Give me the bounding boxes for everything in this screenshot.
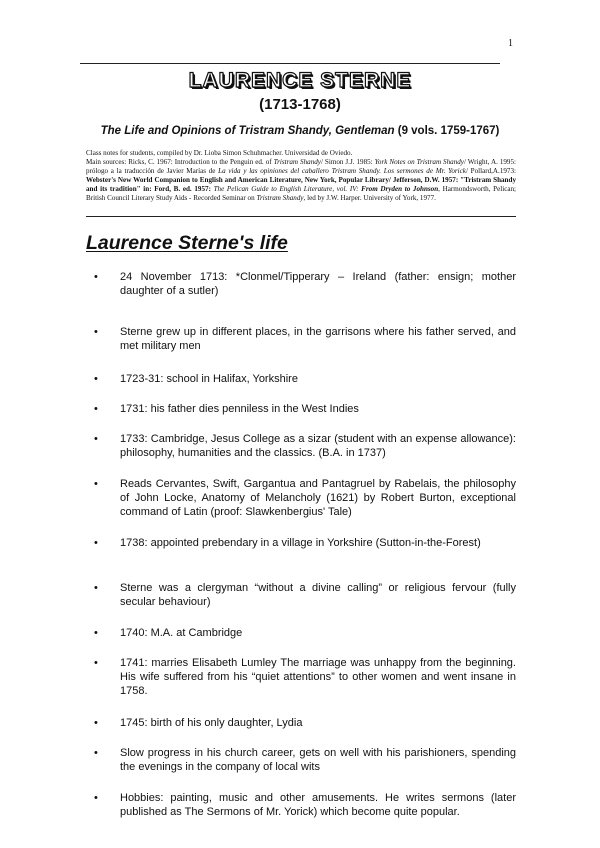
list-item	[96, 372, 516, 386]
notes-harmondsworth: , Harmondsworth, Pelican; British Council Literary Study Aids - Recorded Seminar on	[86, 185, 517, 203]
work-details: (9 vols. 1759-1767)	[394, 125, 500, 137]
list-item-text: Reads Cervantes, Swift, Gargantua and Pantagruel by Rabelais, the philosophy of John Locke, Anatomy of Melancholy (1621) by Robert Burton, exceptional command of Latin (proof: Slawkenbergius' Tale)	[120, 478, 516, 518]
notes-pelican-vol: From Dryden to Johnson	[361, 185, 439, 194]
list-item	[96, 432, 516, 460]
notes-harper: , led by J.W. Harper. University of York, 1977.	[303, 194, 436, 203]
list-item-text: 1741: marries Elisabeth Lumley The marriage was unhappy from the beginning. His wife suffered from his “quiet attentions” to other women and went insane in 1758.	[120, 657, 516, 697]
list-item-text: Hobbies: painting, music and other amusements. He writes sermons (later published as The Sermons of Mr. Yorick) which become quite popular.	[120, 792, 516, 818]
notes-rule	[86, 216, 516, 217]
work-title: The Life and Opinions of Tristram Shandy, Gentleman	[100, 125, 395, 137]
bullet-icon: •	[94, 747, 98, 759]
list-item	[96, 746, 516, 774]
list-item	[96, 791, 516, 819]
notes-york-notes: York Notes on Tristram Shandy	[374, 158, 464, 167]
section-heading: Laurence Sterne's life	[86, 232, 288, 254]
list-item	[96, 477, 516, 519]
list-item	[96, 402, 516, 416]
life-dates: (1713-1768)	[259, 96, 341, 113]
bullet-icon: •	[94, 792, 98, 804]
list-item-text: Sterne grew up in different places, in the garrisons where his father served, and met military men	[120, 326, 516, 352]
bullet-icon: •	[94, 717, 98, 729]
notes-ricks-work: Tristram Shandy	[273, 158, 321, 167]
bullet-icon: •	[94, 326, 98, 338]
list-item-text: Slow progress in his church career, gets on well with his parishioners, spending the evenings in the company of local wits	[120, 747, 516, 773]
work-subtitle	[0, 125, 600, 137]
list-item-text: 24 November 1713: *Clonmel/Tipperary – Ireland (father: ensign; mother daughter of a sutler)	[120, 271, 516, 297]
list-item-text: 1738: appointed prebendary in a village in Yorkshire (Sutton-in-the-Forest)	[120, 537, 481, 549]
bullet-icon: •	[94, 582, 98, 594]
list-item	[96, 325, 516, 353]
notes-wright: / Wright, A. 1995: prólogo a la traducción de Javier Marías de	[86, 158, 516, 176]
notes-sources	[86, 158, 516, 203]
page-number: 1	[508, 38, 513, 49]
notes-compiler: Class notes for students, compiled by Dr. Lioba Simon Schuhmacher. Universidad de Oviedo.	[86, 149, 353, 157]
list-item	[96, 716, 516, 730]
bullet-icon: •	[94, 373, 98, 385]
notes-pollard: / Pollard,A.1973:	[465, 167, 516, 176]
bullet-icon: •	[94, 271, 98, 283]
list-item	[96, 270, 516, 298]
notes-sources-prefix: Main sources: Ricks, C. 1967: Introduction to the Penguin ed. of	[86, 158, 274, 167]
page-title: LAURENCE STERNE	[188, 69, 412, 92]
bullet-icon: •	[94, 627, 98, 639]
bullet-icon: •	[94, 537, 98, 549]
list-item-text: 1731: his father dies penniless in the West Indies	[120, 403, 359, 415]
list-item	[96, 626, 516, 640]
list-item	[96, 656, 516, 698]
list-item-text: 1733: Cambridge, Jesus College as a sizar (student with an expense allowance): philosophy, humanities and the classics. (B.A. in 1737)	[120, 433, 516, 459]
list-item-text: 1723-31: school in Halifax, Yorkshire	[120, 373, 298, 385]
header-rule	[80, 63, 500, 64]
source-notes	[86, 149, 516, 204]
list-item-text: Sterne was a clergyman “without a divine calling” or religious fervour (fully secular behaviour)	[120, 582, 516, 608]
list-item	[96, 581, 516, 609]
bullet-icon: •	[94, 657, 98, 669]
list-item-text: 1745: birth of his only daughter, Lydia	[120, 717, 303, 729]
bullet-icon: •	[94, 478, 98, 490]
bullet-icon: •	[94, 433, 98, 445]
list-item	[96, 536, 516, 550]
notes-marias-work: La vida y las opiniones del caballero Tristram Shandy. Los sermones de Mr. Yorick	[218, 167, 466, 176]
notes-seminar-work: Tristram Shandy	[256, 194, 304, 203]
list-item-text: 1740: M.A. at Cambridge	[120, 627, 243, 639]
notes-pollard-bold: Webster's New World Companion to English and American Literature, New York, Popular Library/ Jefferson, D.W. 1957: "Tristram Shandy and its tradition" in: Ford, B. ed. 1957:	[86, 176, 516, 194]
notes-pelican-guide: The Pelican Guide to English Literature, vol. IV:	[213, 185, 362, 194]
bullet-icon: •	[94, 403, 98, 415]
notes-simon: / Simon J.J. 1985:	[320, 158, 375, 167]
